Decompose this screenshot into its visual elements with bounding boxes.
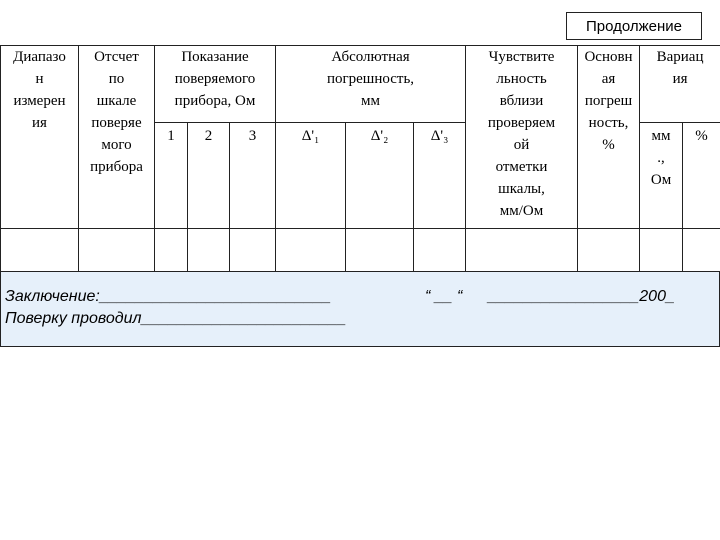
data-cell: [683, 229, 720, 272]
header-ind-1: 1: [155, 123, 188, 229]
data-cell: [1, 229, 79, 272]
header-abs-error: Абсолютная погрешность, мм: [276, 46, 466, 123]
header-main-error: Основн ая погреш ность, %: [578, 46, 640, 229]
date-line: _________________200_: [488, 288, 675, 305]
data-cell: [230, 229, 276, 272]
data-cell: [346, 229, 414, 272]
header-ind-2: 2: [188, 123, 230, 229]
data-cell: [640, 229, 683, 272]
header-range: Диапазо н измерен ия: [1, 46, 79, 229]
header-delta-1: Δ'₁: [276, 123, 346, 229]
date-quote: “ __ “: [425, 288, 463, 305]
header-indication: Показание поверяемого прибора, Ом: [155, 46, 276, 123]
data-cell: [466, 229, 578, 272]
header-delta-3: Δ'₃: [414, 123, 466, 229]
continuation-label: Продолжение: [566, 12, 702, 40]
conclusion-line: Заключение:__________________________: [5, 288, 332, 305]
header-delta-2: Δ'₂: [346, 123, 414, 229]
data-cell: [414, 229, 466, 272]
data-cell: [155, 229, 188, 272]
header-ind-3: 3: [230, 123, 276, 229]
conclusion-box: [0, 271, 720, 347]
checked-by-line: Поверку проводил_______________________: [5, 310, 347, 327]
verification-table: [0, 45, 720, 272]
header-var-mm: мм ., Ом: [640, 123, 683, 229]
data-cell: [578, 229, 640, 272]
data-cell: [276, 229, 346, 272]
header-var-pct: %: [683, 123, 720, 229]
data-cell: [79, 229, 155, 272]
data-cell: [188, 229, 230, 272]
header-reading: Отсчет по шкале поверяе мого прибора: [79, 46, 155, 229]
header-sensitivity: Чувствите льность вблизи проверяем ой отметки шкалы, мм/Ом: [466, 46, 578, 229]
header-variation: Вариац ия: [640, 46, 720, 123]
